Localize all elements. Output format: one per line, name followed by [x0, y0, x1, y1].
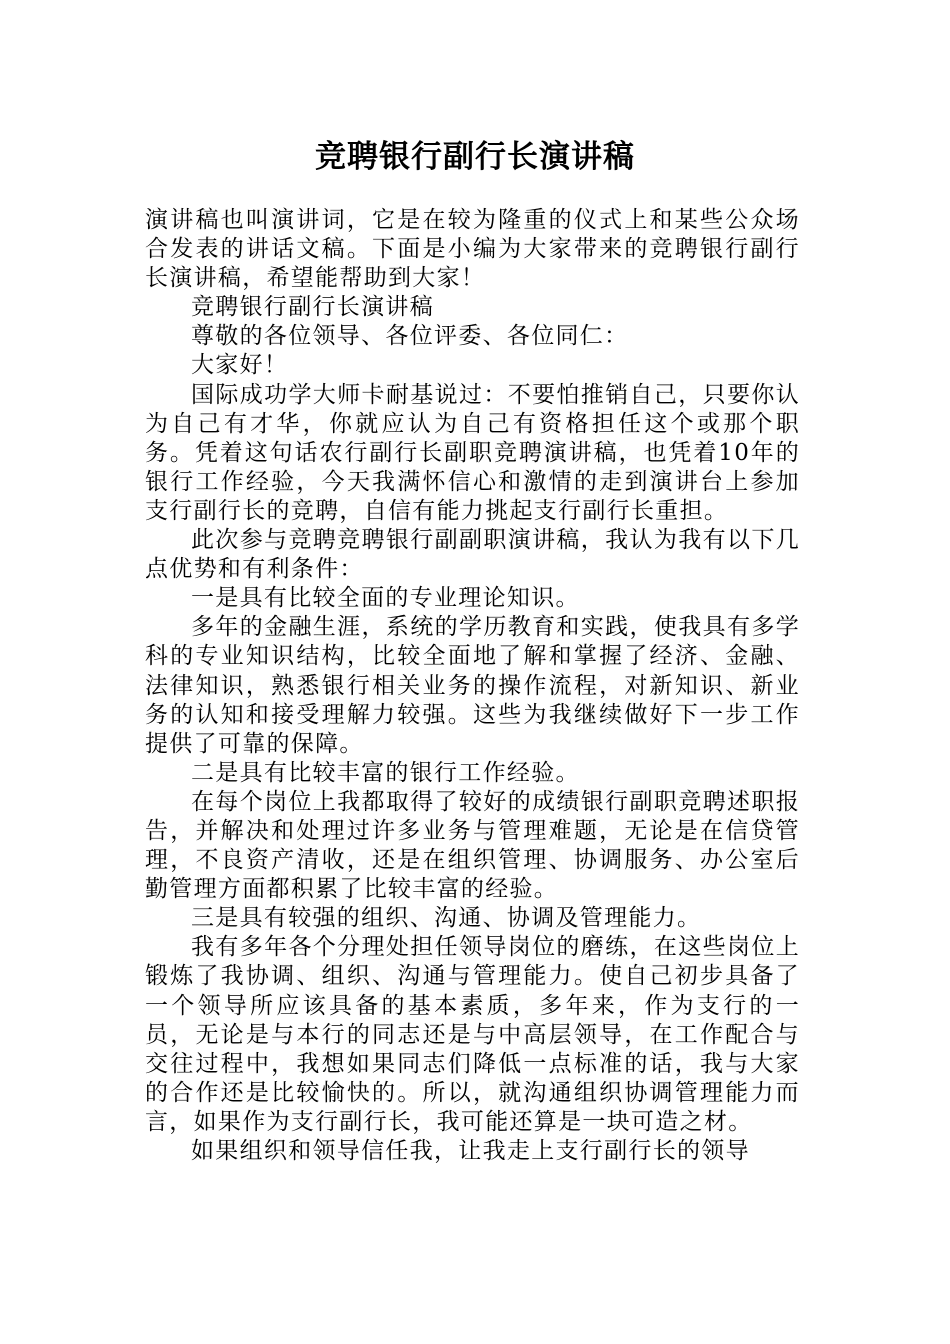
body-paragraph: 三是具有较强的组织、沟通、协调及管理能力。 — [191, 905, 702, 932]
document-body — [145, 206, 800, 1166]
body-paragraph: 尊敬的各位领导、各位评委、各位同仁： — [191, 323, 629, 350]
body-paragraph: 如果组织和领导信任我，让我走上支行副行长的领导 — [191, 1138, 750, 1164]
body-paragraph: 竞聘银行副行长演讲稿 — [191, 294, 434, 321]
body-paragraph: 在每个岗位上我都取得了较好的成绩银行副职竞聘述职报告，并解决和处理过许多业务与管理难题，无论是在信贷管理，不良资产清收，还是在组织管理、协调服务、办公室后勤管理方面都积累了比较丰富的经验。 — [145, 788, 800, 903]
body-paragraph: 我有多年各个分理处担任领导岗位的磨练，在这些岗位上锻炼了我协调、组织、沟通与管理能力。使自己初步具备了一个领导所应该具备的基本素质，多年来，作为支行的一员，无论是与本行的同志还是与中高层领导，在工作配合与交往过程中，我想如果同志们降低一点标准的话，我与大家的合作还是比较愉快的。所以，就沟通组织协调管理能力而言，如果作为支行副行长，我可能还算是一块可造之材。 — [145, 934, 800, 1135]
body-paragraph: 大家好！ — [191, 352, 289, 379]
body-paragraph: 多年的金融生涯，系统的学历教育和实践，使我具有多学科的专业知识结构，比较全面地了解和掌握了经济、金融、法律知识，熟悉银行相关业务的操作流程，对新知识、新业务的认知和接受理解力较强。这些为我继续做好下一步工作提供了可靠的保障。 — [145, 614, 800, 757]
body-paragraph: 演讲稿也叫演讲词，它是在较为隆重的仪式上和某些公众场合发表的讲话文稿。下面是小编为大家带来的竞聘银行副行长演讲稿，希望能帮助到大家！ — [145, 207, 800, 292]
body-paragraph: 此次参与竞聘竞聘银行副副职演讲稿，我认为我有以下几点优势和有利条件： — [145, 527, 800, 583]
body-paragraph: 国际成功学大师卡耐基说过：不要怕推销自己，只要你认为自己有才华，你就应认为自己有资格担任这个或那个职务。凭着这句话农行副行长副职竞聘演讲稿，也凭着10年的银行工作经验，今天我满怀信心和激情的走到演讲台上参加支行副行长的竞聘，自信有能力挑起支行副行长重担。 — [145, 381, 800, 524]
body-paragraph: 二是具有比较丰富的银行工作经验。 — [191, 759, 580, 786]
body-paragraph: 一是具有比较全面的专业理论知识。 — [191, 585, 580, 612]
document-title: 竞聘银行副行长演讲稿 — [315, 139, 635, 175]
